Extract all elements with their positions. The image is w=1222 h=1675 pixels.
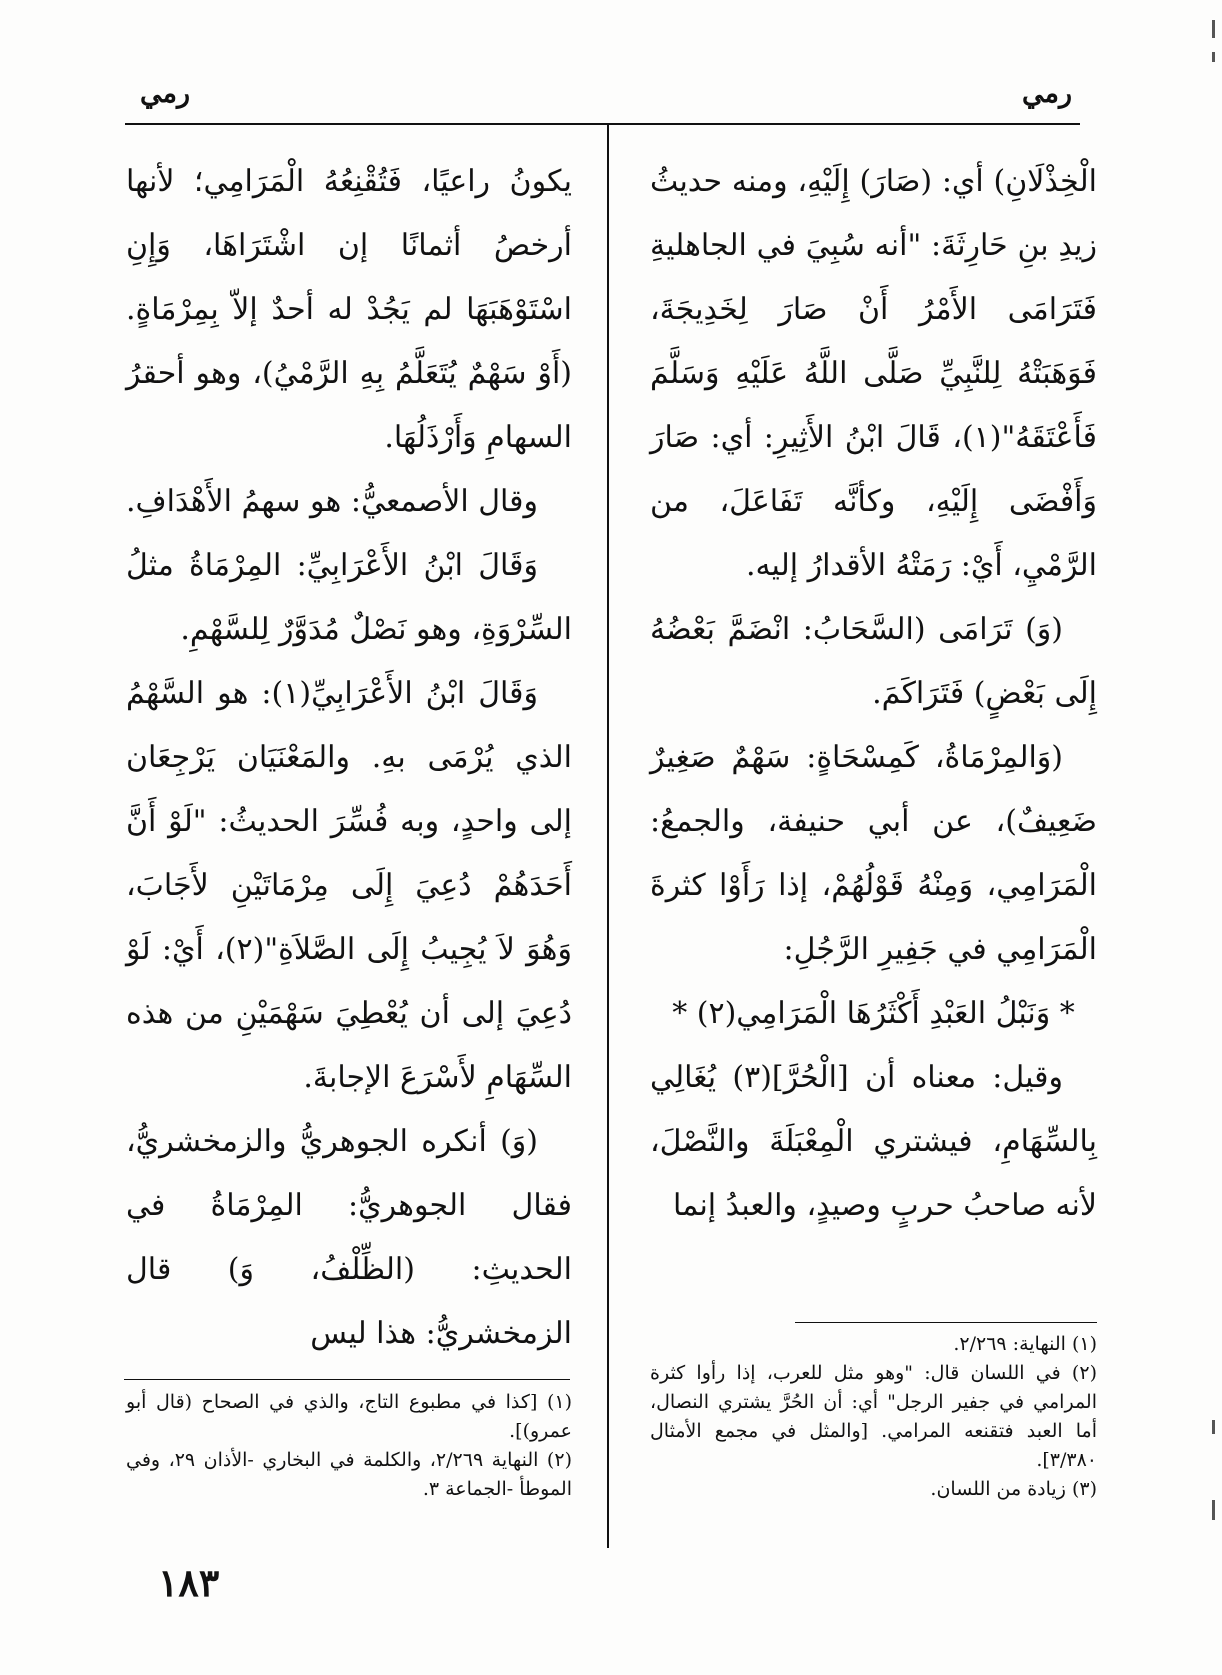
page-number: ١٨٣ — [158, 1560, 220, 1605]
footnote: (٢) النهاية ٢/٢٦٩، والكلمة في البخاري -الأذان ٢٩، وفي الموطأ -الجماعة ٣. — [126, 1449, 572, 1500]
footnote: (١) النهاية: ٢/٢٦٩. — [953, 1333, 1097, 1355]
paragraph: وقيل: معناه أن [الْحُرَّ](٣) يُغَالِي بِالسِّهَامِ، فيشتري الْمِعْبَلَةَ والنَّصْلَ، لأنه صاحبُ حربٍ وصيدٍ، والعبدُ إنما — [650, 1060, 1097, 1223]
scan-margin-mark — [1212, 1420, 1215, 1434]
footnote-rule-left — [124, 1379, 570, 1380]
header-rule — [125, 123, 1080, 125]
paragraph: وَقَالَ ابْنُ الأَعْرَابِيِّ: المِرْمَاةُ مثلُ السِّرْوَةِ، وهو نَصْلٌ مُدَوَّرٌ لِلسَّهْمِ. — [126, 548, 572, 647]
scan-margin-mark — [1212, 52, 1215, 62]
footnote: (٢) في اللسان قال: "وهو مثل للعرب، إذا رأوا كثرة المرامي في جفير الرجل" أي: أن الحُرَّ يشتري النصال، أما العبد فتقنعه المرامي. [والمثل في مجمع الأمثال ٣/٣٨٠]. — [650, 1362, 1097, 1471]
running-header-left: رمي — [140, 78, 191, 109]
footnote: (١) [كذا في مطبوع التاج، والذي في الصحاح (قال أبو عمرو)]. — [126, 1391, 572, 1442]
scan-margin-mark — [1212, 1500, 1215, 1520]
paragraph: (وَالمِرْمَاةُ، كَمِسْحَاةٍ: سَهْمٌ صَغِيرٌ ضَعِيفٌ)، عن أبي حنيفة، والجمعُ: الْمَرَامِي، وَمِنْهُ قَوْلُهُمْ، إذا رَأَوْا كثرةَ الْمَرَامِي في جَفِيرِ الرَّجُلِ: — [650, 740, 1097, 967]
paragraph: (وَ) أنكره الجوهريُّ والزمخشريُّ، فقال الجوهريُّ: المِرْمَاةُ في الحديثِ: (الظِّلْفُ، وَ) قال الزمخشريُّ: هذا ليس — [126, 1124, 572, 1351]
verse-line: * وَنَبْلُ العَبْدِ أَكْثَرُهَا الْمَرَامِي(٢) * — [672, 996, 1075, 1031]
footnotes-left — [126, 1388, 572, 1504]
paragraph: الْخِذْلَانِ) أي: (صَارَ) إِلَيْهِ، ومنه حديثُ زيدِ بنِ حَارِثَةَ: "أنه سُبِيَ في الجاهليةِ فَتَرَامَى الأَمْرُ أَنْ صَارَ لِخَدِيجَةَ، فَوَهَبَتْهُ لِلنَّبِيِّ صَلَّى اللَّهُ عَلَيْهِ وَسَلَّمَ فَأَعْتَقَهُ"(١)، قَالَ ابْنُ الأَثِيرِ: أي: صَارَ وَأَفْضَى إِلَيْهِ، وكأنَّه تَفَاعَلَ، من الرَّمْيِ، أَيْ: رَمَتْهُ الأقدارُ إليه. — [650, 164, 1097, 583]
footnote-rule-right — [795, 1322, 1097, 1323]
paragraph: (وَ) تَرَامَى (السَّحَابُ: انْضَمَّ بَعْضُهُ إِلَى بَعْضٍ) فَتَرَاكَمَ. — [650, 612, 1097, 711]
paragraph: وقال الأصمعيُّ: هو سهمُ الأَهْدَافِ. — [126, 484, 538, 519]
footnotes-right — [650, 1330, 1097, 1504]
column-divider — [607, 123, 609, 1548]
paragraph: يكونُ راعيًا، فَتُقْنِعُهُ الْمَرَامِي؛ لأنها أرخصُ أثمانًا إن اشْتَرَاهَا، وَإِنِ اسْتَوْهَبَهَا لم يَجُدْ له أحدٌ إلاّ بِمِرْمَاةٍ. (أَوْ سَهْمٌ يُتَعَلَّمُ بِهِ الرَّمْيُ)، وهو أحقرُ السهامِ وَأَرْذَلُهَا. — [126, 164, 572, 455]
left-column — [126, 150, 572, 1366]
paragraph: وَقَالَ ابْنُ الأَعْرَابِيِّ(١): هو السَّهْمُ الذي يُرْمَى بهِ. والمَعْنَيَان يَرْجِعَان إلى واحدٍ، وبه فُسِّرَ الحديثُ: "لَوْ أَنَّ أَحَدَهُمْ دُعِيَ إِلَى مِرْمَاتَيْنِ لأَجَابَ، وَهُوَ لاَ يُجِيبُ إِلَى الصَّلاَةِ"(٢)، أَيْ: لَوْ دُعِيَ إلى أن يُعْطِيَ سَهْمَيْنِ من هذه السِّهَامِ لأَسْرَعَ الإجابةَ. — [126, 676, 572, 1095]
running-header-right: رمي — [1021, 78, 1072, 109]
scan-margin-mark — [1212, 20, 1215, 38]
footnote: (٣) زيادة من اللسان. — [930, 1478, 1097, 1500]
right-column — [650, 150, 1097, 1238]
